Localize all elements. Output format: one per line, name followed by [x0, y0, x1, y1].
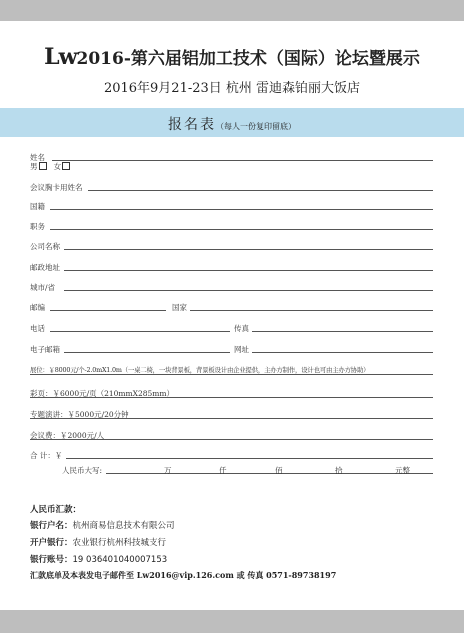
bank-label: 开户银行：: [30, 538, 73, 548]
address-label: 邮政地址: [30, 263, 60, 272]
brand-logo: Lw: [44, 44, 77, 70]
phone-field[interactable]: [50, 331, 230, 332]
phone-label: 电话: [30, 324, 45, 333]
gender-male-label: 男: [30, 162, 38, 171]
city-field[interactable]: [64, 290, 433, 291]
unit-wan: 万: [164, 466, 172, 475]
event-subtitle: 2016年9月21-23日 杭州 雷迪森铂丽大饭店: [103, 81, 361, 96]
special-talk-price: 专题演讲：￥5000元/20分钟: [30, 410, 129, 419]
conference-fee: 会议费：￥2000元/人: [30, 431, 105, 440]
form-title-text: 报名表: [168, 117, 216, 133]
website-field[interactable]: [252, 352, 433, 353]
conference-fee-line: [30, 439, 433, 440]
name-label: 姓名: [30, 153, 45, 162]
website-label: 网址: [234, 345, 249, 354]
account-no-row: [30, 553, 167, 565]
submission-note: 汇款底单及本表发电子邮件至 Lw2016@vip.126.com 或 传真 0571-89738197: [30, 570, 337, 580]
account-name: 杭州商易信息技术有限公司: [72, 521, 175, 531]
position-label: 职务: [30, 222, 45, 231]
gender-male-checkbox[interactable]: [39, 162, 47, 170]
nationality-field[interactable]: [50, 209, 433, 210]
rmb-words-label: 人民币大写:: [62, 466, 103, 475]
gender-options: [30, 161, 70, 172]
top-gray-bar: [0, 0, 464, 21]
email-field[interactable]: [64, 352, 230, 353]
gender-female-label: 女: [53, 162, 62, 171]
form-title-note: （每人一份复印留底）: [216, 122, 296, 131]
address-field[interactable]: [64, 270, 433, 271]
unit-yuan-zheng: 元整: [395, 466, 410, 475]
account-name-row: [30, 519, 175, 531]
color-page-price: 彩页：￥6000元/页（210mmX285mm）: [30, 389, 175, 398]
badge-name-label: 会议胸卡用姓名: [30, 183, 83, 192]
payment-heading: 人民币汇款：: [30, 505, 82, 515]
company-label: 公司名称: [30, 242, 60, 251]
badge-name-field[interactable]: [88, 190, 433, 191]
total-label: 合 计：￥: [30, 451, 63, 460]
company-field[interactable]: [64, 249, 433, 250]
rmb-words-field[interactable]: [106, 473, 433, 474]
bank-name: 农业银行杭州科技城支行: [72, 538, 167, 548]
booth-line: [30, 374, 433, 375]
color-page-line: [30, 397, 433, 398]
booth-price: 展位：￥8000元/个-2.0mX1.0m（一桌二椅，一块背景板，背景板设计由企业提供，主办方制作，设计也可由主办方协助）: [30, 366, 370, 374]
unit-shi: 拾: [335, 466, 343, 475]
country-field[interactable]: [190, 310, 433, 311]
city-label: 城市/省: [30, 283, 56, 292]
postcode-label: 邮编: [30, 303, 45, 312]
fax-field[interactable]: [252, 331, 433, 332]
bottom-gray-bar: [0, 610, 464, 633]
account-no-label: 银行账号：: [30, 555, 73, 565]
fax-label: 传真: [234, 324, 249, 333]
event-title-text: 2016-第六届铝加工技术（国际）论坛暨展示: [76, 49, 420, 69]
unit-bai: 佰: [275, 466, 283, 475]
postcode-field[interactable]: [50, 310, 166, 311]
form-title: [0, 114, 464, 134]
country-label: 国家: [172, 303, 187, 312]
special-talk-line: [30, 418, 433, 419]
event-title: [0, 44, 464, 70]
total-field[interactable]: [66, 458, 433, 459]
bank-row: [30, 536, 166, 548]
name-field[interactable]: [52, 160, 433, 161]
unit-qian: 仟: [219, 466, 227, 475]
email-label: 电子邮箱: [30, 345, 60, 354]
position-field[interactable]: [50, 229, 433, 230]
nationality-label: 国籍: [30, 202, 45, 211]
account-no: 19 036401040007153: [72, 555, 168, 565]
account-name-label: 银行户名：: [30, 521, 73, 531]
gender-female-checkbox[interactable]: [62, 162, 70, 170]
